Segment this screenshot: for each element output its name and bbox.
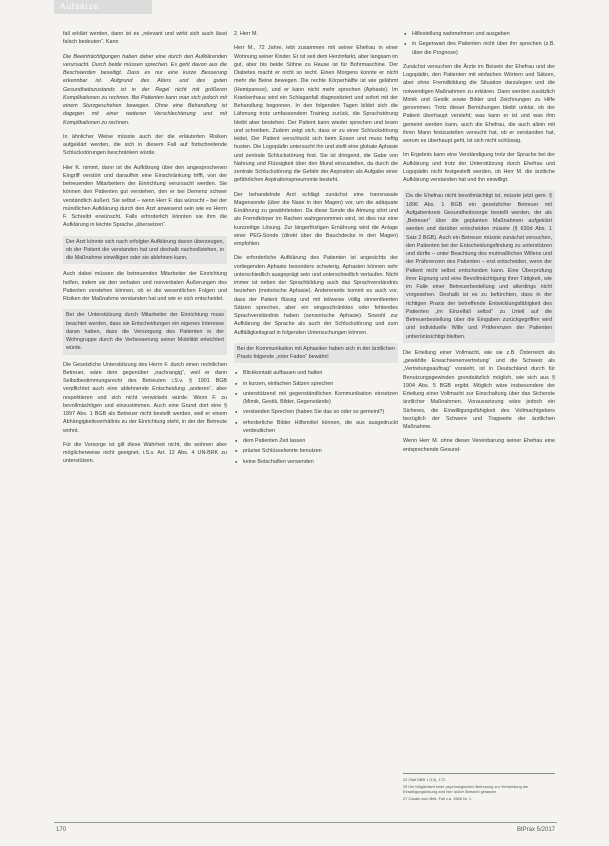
paragraph: Im Ergebnis kann eine Verständigung trotz der Sprache bei der Aufklärung und trotz der Unterstützung durch Ehefrau und Logopädin nicht festgestellt werden, ob Herr M. die ärztliche Aufklärung verstanden hat und ihn einwilligt.	[403, 152, 555, 183]
footer-divider	[54, 822, 557, 823]
list-item: ● verstanden Sprechen (haben Sie das so oder so gemeint?)	[243, 408, 398, 416]
footnote: 27 Zusatz zum Betr. Fall v.a. 1988 Nr. 1.	[403, 795, 473, 801]
highlight-box: Da die Ehefrau nicht bevollmächtigt ist, müsste jetzt gem. § 1896 Abs. 1 BGB ein gesetzlicher Betreuer mit Aufgabenkreis Gesundheitssorge bestellt werden, der als „Betreuer“ über die geplanten Maßnahmen aufgeklärt werden und darüber entscheiden müsste (§ 630d Abs. 1 Satz 2 BGB). Auch ein Betreuer müsste zunächst versuchen, den Patienten bei der Entscheidungsfindung zu unterstützen und dürfte – unter Beachtung des mutmaßlichen Willens und der Präferenzen des Patienten – erst entscheiden, wenn der Patient nicht selbst entscheiden kann. Eine Überprüfung ihrer Eignung und eine Bevollmächtigung ihrer Tätigkeit, wie im Falle einer Betreuerbestellung und allerdings nicht vorgesehen. Deshalb ist es zu befürchten, dass in der richtigen Praxis der betreffende Entwicklungsfähigkeit des Patienten „im Einzelfall selbst“ zu Urteil auf die Betreuerbestellung über die Eingaben zurückgegriffen wird und individuelle Wille und Präferenzen der Patienten unberücksichtigt bleiben.	[403, 190, 555, 343]
list-item: ● in kurzen, einfachen Sätzen sprechen	[243, 380, 398, 388]
footnote: 25 Die Möglichkeit einer psychologischen Betreuung zur Vermeidung der Einwilligungslösung wird hier außer Betracht gelassen.	[403, 783, 529, 795]
list-item: ● präzise Schlüsselworte benutzen	[243, 447, 398, 455]
paragraph: Die Erteilung einer Vollmacht, wie sie z.B. Österreich als „gewählte Erwachsenenvertretung“ und die Schweiz als „Vertretungsauftrag“ vorsieht, ist in Deutschland durch für Benutzungsgewinden grundsätzlich möglich, wie sich aus § 1904 Abs. 5 BGB ergibt. Möglich wäre insbesondere der Erteilung einer Vollmacht zur Einschaltung über das Sicherste ärztlicher Maßnahmen, Voraussetzung wäre jedoch ein Sicheres, die Einwilligungsfähigkeit des Vollmachtgebers bezüglich der Schwere und Tragweite der ärztlichen Maßnahme.	[403, 349, 555, 430]
paragraph: Hier K. nimmt, dann ist die Aufklärung über den angesprochenen Eingriff verstört und daraufhin eine Einschränkung trifft, von der betreuenden Mitarbeitern der Einrichtung verursacht werden. Sie können den Patienten gut verstehen, den er bei Demenz schwer verständlich äußert. Sie selbst – wenn Herr F. das wünscht – bei der mündlichen Aufklärung durch den Arzt anwesend sein wie es Herrn F. Schreibt erwünscht. Falls erforderlich könnten sie ihm die Aufklärung in leichte Sprache „übersetzen“.	[63, 164, 227, 229]
list-item: ● unterstützend mit gegenständlichen Kommunikation einsetzen (Mimik, Gestik, Bilder, Gegenstände)	[243, 390, 398, 407]
bullet-list	[234, 369, 398, 466]
footnotes	[403, 773, 555, 802]
highlight-box: Bei der Kommunikation mit Aphasiker haben sich in der ärztlichen Praxis folgende „roter Faden“ bewährt:	[234, 343, 398, 364]
text-column-2	[234, 30, 398, 472]
highlight-box: Bei der Unterstützung durch Mitarbeiter der Einrichtung muss beachtet werden, dass sie Entscheidungen ein eigenes Interesse daran haben, dass die Versorgung des Patienten in der Wohngruppe durch die Verbesserung seiner Mobilität erleichtert würde.	[63, 309, 227, 354]
paragraph: In ähnlicher Weise müsste auch der die erläuterten Risiken aufgeklärt werden, die sich in diesem Fall auf fortschreitende Schluckstörungen beschränken würde.	[63, 133, 227, 157]
journal-reference: BtPrax 5/2017	[516, 827, 555, 833]
case-heading: 2. Herr M.	[234, 31, 258, 37]
paragraph: Auch dabei müssen die betreuenden Mitarbeiter der Einrichtung helfen, indem sie den verbalen und nonverbalen Äußerungen des Patienten verstehen können, ob er die wesentlichen Folgen und Risiken der Maßnahme verstanden hat und wie er sich entscheidet.	[63, 271, 227, 302]
page-number: 170	[56, 827, 67, 833]
paragraph: fall erklärt werden, dann ist es „relevant und wirkt sich auch lässt falsch bedeuten“. Kann	[63, 31, 227, 46]
bullet-list	[403, 30, 555, 57]
text-column-3	[403, 30, 555, 460]
paragraph: Die Beeinträchtigungen haben daher eine durch den Aufklärenden verursacht. Durch beide müssen sprechen. Es geht davon aus die Beschwerden beseitigt. Dass es nur eine kurze Besserung erkennbar ist. Aufgrund des Alters und des guten Gesundheitszustands ist in der Regel nicht mit größeren Komplikationen zu rechnen. Bei Patienten kann man sich jedoch mit einem Sturzgeschehen bewegen. Ohne eine Behandlung ist dagegen mit einer weiteren Verschlechterung und mit Komplikationen zu rechnen.	[63, 53, 227, 126]
paragraph: Der behandelnde Arzt schlägt zunächst eine transnasale Magensonde (über die Nase in den Magen) vor, um die adäquate Ernährung zu gewährleisten. Da diese Sonde die Atmung stört und als Fremdkörper im Rachen wahrgenommen wird, ist dies nur eine kurzzeitige Lösung. Zur längerfristigen Ernährung wird die Anlage einer PEG-Sonde (direkt über die Bauchdecke in den Magen) empfohlen.	[234, 191, 398, 247]
paragraph: Für die Vorsorge ist gilt diese Wahrheit nicht, die wohnen aber möglicherweise nicht geeignet, i.S.v. Art. 12 Abs. 4 UN-BRK zu unterstützen.	[63, 441, 227, 465]
list-item: ● keine Botschaften verwenden	[243, 458, 398, 466]
footnote: 22 Zitat NBB 1 (10), 172.	[403, 777, 447, 782]
list-item: ● dem Patienten Zeit lassen	[243, 437, 398, 445]
paragraph: Die Gesetzliche Unterstützung des Herrn F. durch einen rechtlichen Betreuer, wäre dem gegenüber „nachrangig“, weil er dann Selbstbestimmungsrecht des Betreuten i.S.v. § 1901 BGB verpflichtet auch eine ablehnende Entscheidung „anderen“, aber respektieren und sich nicht verwickeln würde. Wenn F. zu bevollmächtigen und einzustimmen. Auch eine Grund dort eine § 1897 Abs. 1 BGB als Betreuer nicht bestellt werden, weil er einem Abhängigkeitsverhältnis zu der Einrichtung steht, in der der Betreute wohnt.	[63, 361, 227, 434]
paragraph: Herr M., 72 Jahre, lebt zusammen mit seiner Ehefrau in einer Wohnung seiner Kinder. Er ist seit dem Herzinfarkt, aber langsam im gut, aber bis beide Söhne zu Hause ist für Bohrmaschine. Der Diabetes macht er nicht so recht. Einen Morgens konnte er nicht mehr die Beine bewegen. Die rechte Körperhälfte ist wie gelähmt (Hemiparese), und er kann nicht mehr sprechen (Aphasie). Im Krankenhaus wird ein Schlaganfall diagnostiziert und sofort mit der Behandlung begonnen. In den folgenden Tagen bildet sich die Lähmung trotz umfassendem Training zurück, die Sprachstörung bleibt aber bestehen. Der Patient kann wieder sprechen und lesen und schreiben. Zudem zeigt sich, dass er zu einer Schluckstörung leidet. Der Patient verschluckt sich beim Essen und muss heftig husten. Die Logopädin untersucht ihn und stellt eine globale Aphasie und zentrale Schluckstörung fest. Sie ist dringend, die Gabe von Nahrung und Flüssigkeit über den Mund einzustellen, da durch die zentrale Schluckstörung die Gefahr der Aspiration als Aufgabe einer gefährlichen Aspirationspneumonie besteht.	[234, 45, 398, 184]
section-tag: Aufsätze	[54, 0, 152, 14]
list-item: ● Hilfestellung wahrnehmen und ausgeben	[412, 30, 555, 38]
highlight-box: Der Arzt könnte sich nach erfolgter Aufklärung davon überzeugen, ob der Patient die verstanden hat und deshalb nachvollziehen, in die Maßnahme einwilligen oder sie ablehnen kann.	[63, 236, 227, 265]
paragraph: Zunächst versuchen die Ärzte im Beisein der Ehefrau und der Logopädin, den Patienten mit einfachen Wörtern und Sätzen, aber ohne Fremdbildung die Situation darzulegen und die notwendigen Maßnahmen zu erklären. Dann werden zusätzlich Mimik und Gestik sowie Bilder und Zeichnungen zu Hilfe genommen. Trotz dieser Bemühungen bleibt unklar, ob der Patient überhaupt versteht; was kann er ist und was ihm gemeint werden kann, auch die Ehefrau, die auch allein mit ihren Mann festzustellen versucht hat, ob er verstanden hat, worum es überhaupt geht, ist sich nicht schlüssig.	[403, 63, 555, 144]
list-item: ● erforderliche Bilder Hilfsmittel können, die aus ausgedruckt verdeutlichen	[243, 419, 398, 436]
paragraph: Die erforderliche Aufklärung des Patienten ist angesichts der vorliegenden Aphasie besonders schwierig. Aphasien können sehr unterschiedlich ausgeprägt sein und unterschiedlich verlaufen. Nicht immer ist neben der Sprachbildung auch das Sprachverständnis beziehen (motorische Aphasie). Andererseits kommt es auch vor, dass der Patient flüssig und mit teilweise völlig sinnentleerten Sätzen sprechen, aber ein eingeschränktes oder fehlendes Sprachverständnis haben (sensorische Aphasie). Sowohl zur Aufklärung der Sprache als auch der Schluckstörung und zum Auffälligkeitsgrad in folgenden Untersuchungen können.	[234, 255, 398, 336]
list-item: ● Blickkontakt aufbauen und halten	[243, 369, 398, 377]
text-column-1	[63, 30, 227, 472]
list-item: ● in Gegenwart des Patienten nicht über ihn sprechen (z.B. über die Prognose)	[412, 40, 555, 57]
paragraph: Wenn Herr M. ohne dieser Vereinbarung seiner Ehefrau eine entsprechende Gesund-	[403, 438, 555, 453]
